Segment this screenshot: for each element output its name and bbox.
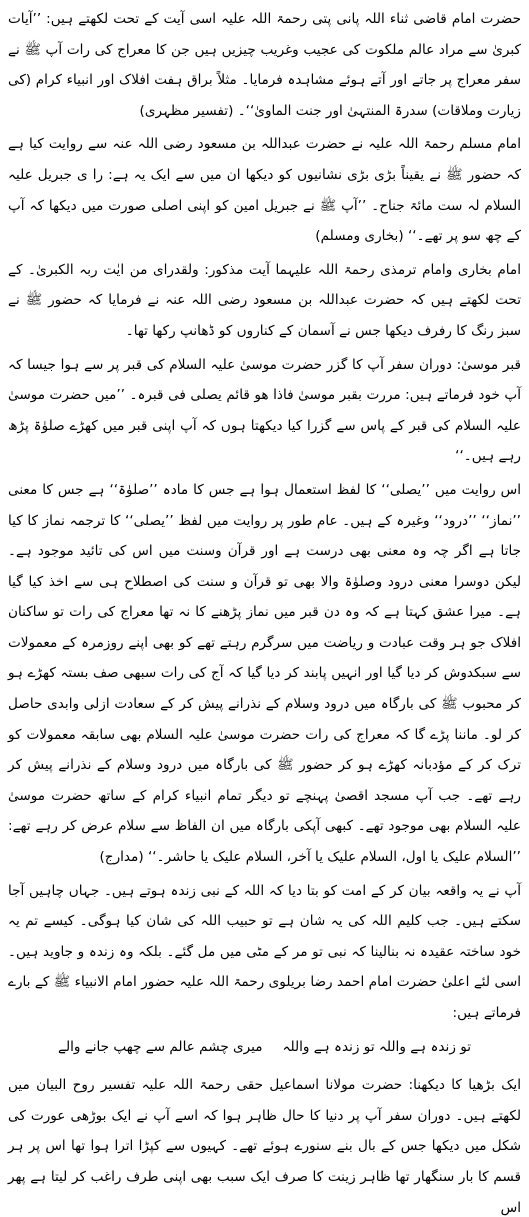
couplet-second-hemistich: میری چشم عالم سے چھپ جانے والے bbox=[57, 1038, 263, 1055]
paragraph-ayat-kubra: حضرت امام قاضی ثناء اللہ پانی پتی رحمۃ اللہ علیہ اسی آیت کے تحت لکھتے ہیں: ’’آیات کبریٰ سے مراد عالم ملکوت کی عجیب وغریب چیزیں ہیں جن کا معراج کی رات آپ ﷺ نے سفر معراج پر جاتے اور آتے ہوئے مشاہدہ فرمایا۔ مثلاً براق ہفت افلاک اور انبیاء کرام (کی زیارت وملاقات) سدرۃ المنتہیٰ اور جنت الماویٰ‘‘۔ (تفسیر مظہری) bbox=[8, 11, 521, 119]
paragraph-yusalli-meaning: اس روایت میں ’’یصلی‘‘ کا لفظ استعمال ہوا ہے جس کا مادہ ’’صلوٰۃ‘‘ ہے جس کا معنی ’’نماز‘‘ ’’درود‘‘ وغیرہ کے ہیں۔ عام طور پر روایت میں لفظ ’’یصلی‘‘ کا ترجمہ نماز کا کیا جاتا ہے اگر چہ وہ معنی بھی درست ہے اور قرآن وسنت میں اس کی تائید موجود ہے۔ لیکن دوسرا معنی درود وصلوٰۃ والا بھی تو قرآن و سنت کی اصطلاح ہی سے اخذ کیا گیا ہے۔ میرا عشق کہتا ہے کہ وہ دن قبر میں نماز پڑھنے کا نہ تھا معراج کی رات تو ساکنان افلاک جو ہر وقت عبادت و ریاضت میں سرگرم رہتے تھے کو بھی اپنے روزمرہ کے معمولات سے سبکدوش کر دیا گیا اور انہیں پابند کر دیا گیا کہ آج کی رات سبھی صف بستہ کھڑے ہو کر محبوب ﷺ کی بارگاہ میں درود وسلام کے نذرانے پیش کر کے سعادت ازلی وابدی حاصل کر لو۔ ماننا پڑے گا کہ معراج کی رات حضرت موسیٰ علیہ السلام بھی سابقہ معمولات کو ترک کر کے مؤدبانہ کھڑے ہو کر حضور ﷺ کی بارگاہ میں درود وسلام کے نذرانے پیش کر رہے تھے۔ جب آپ مسجد اقصیٰ پہنچے تو دیگر تمام انبیاء کرام کے ساتھ حضرت موسیٰ علیہ السلام بھی موجود تھے۔ کبھی آپکی بارگاہ میں ان الفاظ سے سلام عرض کر رہے تھے: ’’السلام علیک یا اول، السلام علیک یا آخر، السلام علیک یا حاشر۔‘‘ (مدارج) bbox=[8, 481, 521, 866]
poetry-couplet bbox=[48, 1032, 481, 1063]
paragraph-qabr-musa: قبر موسیٰ: دوران سفر آپ کا گزر حضرت موسیٰ علیہ السلام کی قبر پر سے ہوا جیسا کہ آپ خود فرماتے ہیں: مررت بقبر موسیٰ فاذا ھو قائم یصلی فی قبرہ۔ ’’میں حضرت موسیٰ علیہ السلام کی قبر کے پاس سے گزرا کیا دیکھتا ہوں کہ آپ اپنی قبر میں کھڑے صلوٰۃ پڑھ رہے ہیں۔‘‘ bbox=[8, 356, 521, 465]
paragraph-bukhari-tirmidhi: امام بخاری وامام ترمذی رحمۃ اللہ علیہما آیت مذکور: ولقدرای من ایٰت ربہ الکبریٰ۔ کے تحت لکھتے ہیں کہ حضرت عبداللہ بن مسعود رضی اللہ عنہ نے فرمایا کہ حضور ﷺ نے سبز رنگ کا رفرف دیکھا جس نے آسمان کے کناروں کو ڈھانپ رکھا تھا۔ bbox=[8, 261, 521, 339]
paragraph-muslim-narration: امام مسلم رحمۃ اللہ علیہ نے حضرت عبداللہ بن مسعود رضی اللہ عنہ سے روایت کیا ہے کہ حضور ﷺ نے یقیناً بڑی بڑی نشانیوں کو دیکھا ان میں سے ایک یہ ہے: را ی جبریل علیہ السلام لہ ست مائۃ جناح۔ ’’آپ ﷺ نے جبریل امین کو اپنی اصلی صورت میں دیکھا کہ آپ کے چھ سو پر تھے۔‘‘ (بخاری ومسلم) bbox=[8, 136, 521, 245]
couplet-first-hemistich: تو زندہ ہے واللہ تو زندہ ہے واللہ bbox=[282, 1038, 472, 1055]
paragraph-prophets-alive: آپ نے یہ واقعہ بیان کر کے امت کو بتا دیا کہ اللہ کے نبی زندہ ہوتے ہیں۔ جہاں چاہیں آجا سکتے ہیں۔ جب کلیم اللہ کی یہ شان ہے تو حبیب اللہ کی شان کیا ہوگی۔ کیسے تم یہ خود ساختہ عقیدہ نہ بنالینا کہ نبی تو مر کے مٹی میں مل گئے۔ بلکہ وہ زندہ و جاوید ہیں۔ اسی لئے اعلیٰ حضرت امام احمد رضا بریلوی رحمۃ اللہ علیہ حضور امام الانبیاء ﷺ کے بارے فرماتے ہیں: bbox=[8, 882, 521, 1021]
paragraph-old-woman: ایک بڑھیا کا دیکھنا: حضرت مولانا اسماعیل حقی رحمۃ اللہ علیہ تفسیر روح البیان میں لکھتے ہیں۔ دوران سفر آپ پر دنیا کا حال ظاہر ہوا کہ اسے آپ نے ایک بوڑھی عورت کی شکل میں دیکھا جس کے بال بنے سنورے ہوئے تھے۔ کہیوں سے کپڑا اترا ہوا تھا اس پر ہر قسم کا بار سنگھار تھا ظاہر زینت کا صرف ایک سبب بھی اپنی طرف راغب کر لیتا ہے پھر اس bbox=[8, 1077, 521, 1216]
